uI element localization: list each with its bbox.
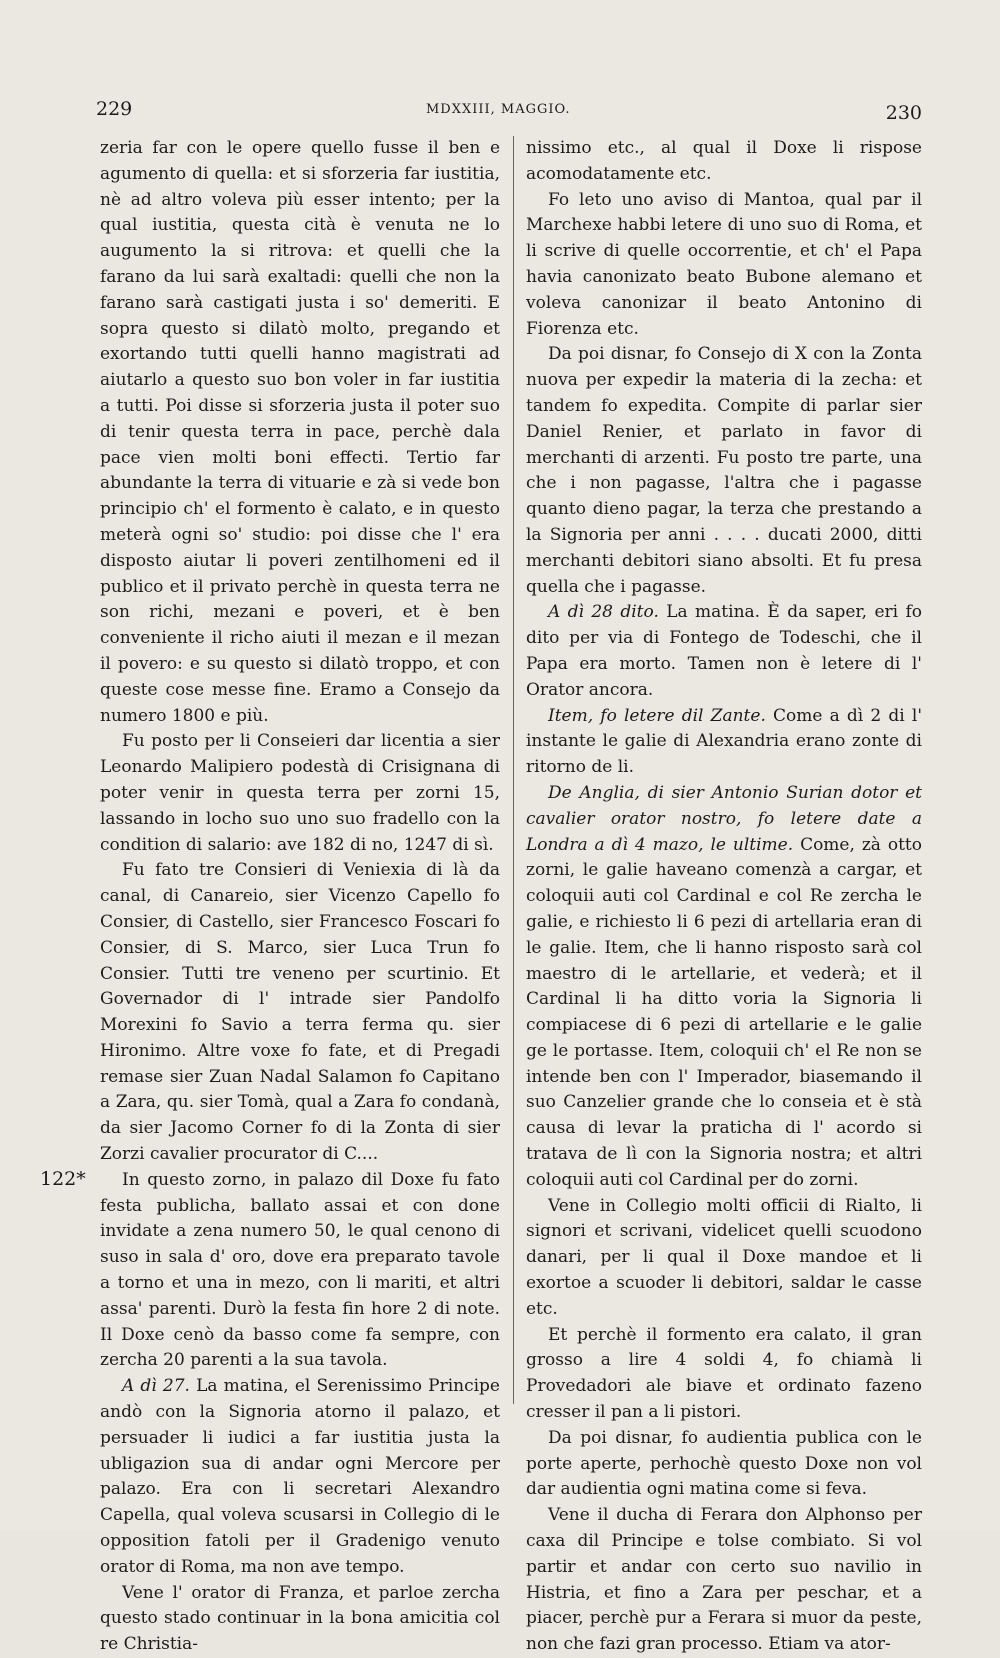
right-paragraph: Fo leto uno aviso di Mantoa, qual par il Marchexe habbi letere di uno suo di Roma, et li scrive di quelle occorrentie, et ch' el Papa havia canonizato beato Bubone alemano et voleva canonizar il beato Antonino di Fiorenza etc. [526,189,922,339]
letter-lead: De Anglia, di sier Antonio Surian dotor et cavalier orator nostro, fo letere date a Londra a dì 4 mazo, le ultime. [526,782,922,855]
left-paragraph: Vene l' orator di Franza, et parloe zercha questo stado continuar in la bona amicitia col re Christia- [100,1582,500,1655]
right-paragraph: A dì 28 dito. La matina. È da saper, eri fo dito per via di Fontego de Todeschi, che il Papa era morto. Tamen non è letere di l' Orator ancora. [526,602,922,700]
right-paragraph: De Anglia, di sier Antonio Surian dotor et cavalier orator nostro, fo letere date a Londra a dì 4 mazo, le ultime. Come, zà otto zorni, le galie haveano comenzà a cargar, et coloquii auti col Cardinal e col Re zercha le galie, e richiesto li 6 pezi di artellaria eran di le galie. Item, che li hanno risposto sarà col maestro di le artellarie, et vederà; et il Cardinal li ha ditto voria la Signoria li compiacese di 6 pezi di artellarie e le galie ge le portasse. Item, coloquii ch' el Re non se intende ben con l' Imperador, biasemando il suo Canzelier grande che lo conseia et è stà causa di levar la praticha di l' acordo si tratava de lì con la Signoria nostra; et altri coloquii auti col Cardinal per do zorni. [526,782,922,1190]
right-paragraph: Item, fo letere dil Zante. Come a dì 2 di l' instante le galie di Alexandria erano zonte di ritorno de li. [526,705,922,778]
right-paragraph: Da poi disnar, fo Consejo di X con la Zonta nuova per expedir la materia di la zecha: et tandem fo expedita. Compite di parlar sier Daniel Renier, et parlato in favor di merchanti di arzenti. Fu posto tre parte, una che i non pagasse, l'altra che i pagasse quanto dieno pagar, la terza che prestando a la Signoria per anni . . . . ducati 2000, ditti merchanti debitori siano absolti. Et fu presa quella che i pagasse. [526,344,922,597]
page-header [96,98,922,128]
date-lead: A dì 28 dito. [548,602,659,623]
item-lead: Item, fo letere dil Zante. [548,705,766,726]
right-paragraph: Da poi disnar, fo audientia publica con le porte aperte, perhochè questo Doxe non vol dar audientia ogni matina come si feva. [526,1427,922,1500]
right-paragraph: nissimo etc., al qual il Doxe li rispose acomodatamente etc. [526,138,922,184]
column-divider [513,136,514,1404]
margin-note: 122* [40,1168,86,1190]
left-paragraph: In questo zorno, in palazo dil Doxe fu fato festa publicha, ballato assai et con done invidate a zena numero 50, le qual cenono di suso in sala d' oro, dove era preparato tavole a torno et una in mezo, con li mariti, et altri assa' parenti. Durò la festa fin hore 2 di note. Il Doxe cenò da basso come fa sempre, con zercha 20 parenti a la sua tavola. [100,1169,500,1371]
page-number-left: 229 [96,98,133,120]
right-paragraph: Vene in Collegio molti officii di Rialto, li signori et scrivani, videlicet quelli scuodono danari, per li qual il Doxe mandoe et li exortoe a scuoder li debitori, saldar le casse etc. [526,1195,922,1319]
right-column [526,136,922,1658]
left-paragraph: A dì 27. La matina, el Serenissimo Principe andò con la Signoria atorno il palazo, et persuader li iudici a far iustitia justa la ubligazion sua di andar ogni Mercore per palazo. Era con li secretari Alexandro Capella, qual voleva scusarsi in Collegio di le opposition fatoli per il Gradenigo venuto orator di Roma, ma non ave tempo. [100,1376,500,1577]
right-paragraph: Et perchè il formento era calato, il gran grosso a lire 4 soldi 4, fo chiamà li Provedadori ale biave et ordinato fazeno cresser il pan a li pistori. [526,1324,922,1423]
page-number-right: 230 [885,102,922,124]
right-paragraph: Vene il ducha di Ferara don Alphonso per caxa dil Principe e tolse combiato. Si vol partir et andar con certo suo navilio in Histria, et fino a Zara per peschar, et a piacer, perchè pur a Ferara si muor da peste, non che fazi gran processo. Etiam va ator- [526,1505,922,1655]
left-column [100,136,500,1658]
date-lead: A dì 27. [122,1376,190,1397]
left-paragraph: Fu fato tre Consieri di Veniexia di là da canal, di Canareio, sier Vicenzo Capello fo Consier, di Castello, sier Francesco Foscari fo Consier, di S. Marco, sier Luca Trun fo Consier. Tutti tre veneno per scurtinio. Et Governador di l' intrade sier Pandolfo Morexini fo Savio a terra ferma qu. sier Hironimo. Altre voxe fo fate, et di Pregadi remase sier Zuan Nadal Salamon fo Capitano a Zara, qu. sier Tomà, qual a Zara fo condanà, da sier Jacomo Corner fo di la Zonta di sier Zorzi cavalier procurator di C.... [100,860,500,1165]
running-title: MDXXIII, MAGGIO. [426,102,571,117]
left-paragraph: zeria far con le opere quello fusse il ben e agumento di quella: et si sforzeria far iustitia, nè ad altro voleva più esser intento; per la qual iustitia, questa cità è venuta ne lo augumento la si ritrova: et quelli che la farano da lui sarà exaltadi: quelli che non la farano sarà castigati justa i so' demeriti. E sopra questo si dilatò molto, pregando et exortando tutti quelli hanno magistrati ad aiutarlo a questo suo bon voler in far iustitia a tutti. Poi disse si sforzeria justa il poter suo di tenir questa terra in pace, perchè dala pace vien molti boni effecti. Tertio far abundante la terra di vituarie e zà si vede bon principio ch' el formento è calato, e in questo meterà ogni so' studio: poi disse che l' era disposto aiutar li poveri zentilhomeni ed il publico et il privato perchè in questa terra ne son richi, mezani e poveri, et è ben conveniente il richo aiuti il mezan e il mezan il povero: e su questo si dilatò troppo, et con queste cose messe fine. Eramo a Consejo da numero 1800 e più. [100,138,500,726]
left-paragraph: Fu posto per li Conseieri dar licentia a sier Leonardo Malipiero podestà di Crisignana di poter venir in questa terra per zorni 15, lassando in locho suo uno suo fradello con la condition di salario: ave 182 di no, 1247 di sì. [100,731,500,855]
